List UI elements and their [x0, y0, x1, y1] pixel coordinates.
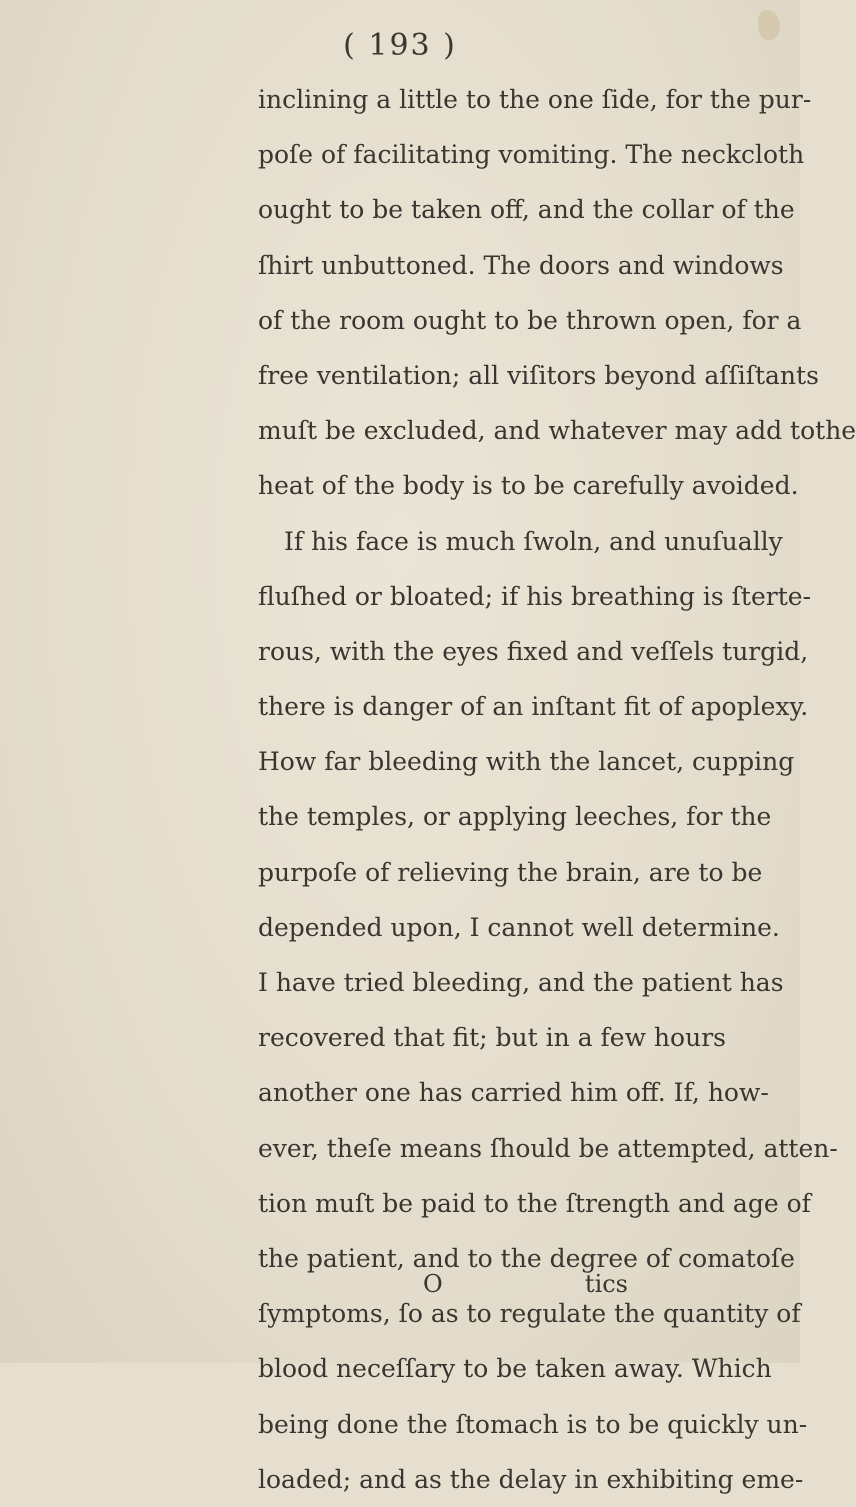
text-line: blood neceſſary to be taken away. Which — [258, 1354, 772, 1384]
text-line: ſymptoms, ſo as to regulate the quantity of — [258, 1299, 801, 1329]
text-line: fluſhed or bloated; if his breathing is ſterte- — [258, 581, 812, 611]
text-line: the patient, and to the degree of comatoſe — [258, 1243, 795, 1273]
text-line: the temples, or applying leeches, for the — [258, 802, 772, 832]
text-line: another one has carried him off. If, how- — [258, 1078, 769, 1108]
text-line: I have tried bleeding, and the patient has — [258, 968, 784, 997]
text-line: loaded; and as the delay in exhibiting eme- — [258, 1464, 804, 1494]
text-line: free ventilation; all viſitors beyond aſſiſtants — [258, 360, 819, 390]
text-line: ever, theſe means ſhould be attempted, atten- — [258, 1133, 838, 1163]
text-line: recovered that fit; but in a few hours — [258, 1023, 726, 1053]
page-number: ( 193 ) — [343, 28, 457, 63]
catchword: tics — [584, 1270, 628, 1298]
text-line: of the room ought to be thrown open, for a — [258, 305, 802, 335]
text-line: purpoſe of relieving the brain, are to be — [258, 857, 763, 887]
signature-mark: O — [423, 1270, 443, 1298]
page-footer — [258, 1270, 628, 1310]
text-line: If his face is much ſwoln, and unuſually — [284, 526, 783, 556]
text-line: tion muſt be paid to the ſtrength and age of — [258, 1188, 811, 1218]
text-line: inclining a little to the one ſide, for the pur- — [258, 85, 812, 114]
text-line: depended upon, I cannot well determine. — [258, 912, 780, 942]
text-line: ought to be taken off, and the collar of the — [258, 195, 795, 225]
text-line: being done the ſtomach is to be quickly un- — [258, 1409, 808, 1439]
text-line: How far bleeding with the lancet, cupping — [258, 747, 795, 777]
text-line: there is danger of an inſtant fit of apoplexy. — [258, 692, 809, 722]
text-line: rous, with the eyes fixed and veſſels turgid, — [258, 636, 809, 666]
text-line: poſe of facilitating vomiting. The neckcloth — [258, 140, 805, 170]
text-line: muſt be excluded, and whatever may add tothe — [258, 416, 856, 446]
text-line: ſhirt unbuttoned. The doors and windows — [258, 250, 784, 280]
text-line: heat of the body is to be carefully avoided. — [258, 471, 799, 501]
